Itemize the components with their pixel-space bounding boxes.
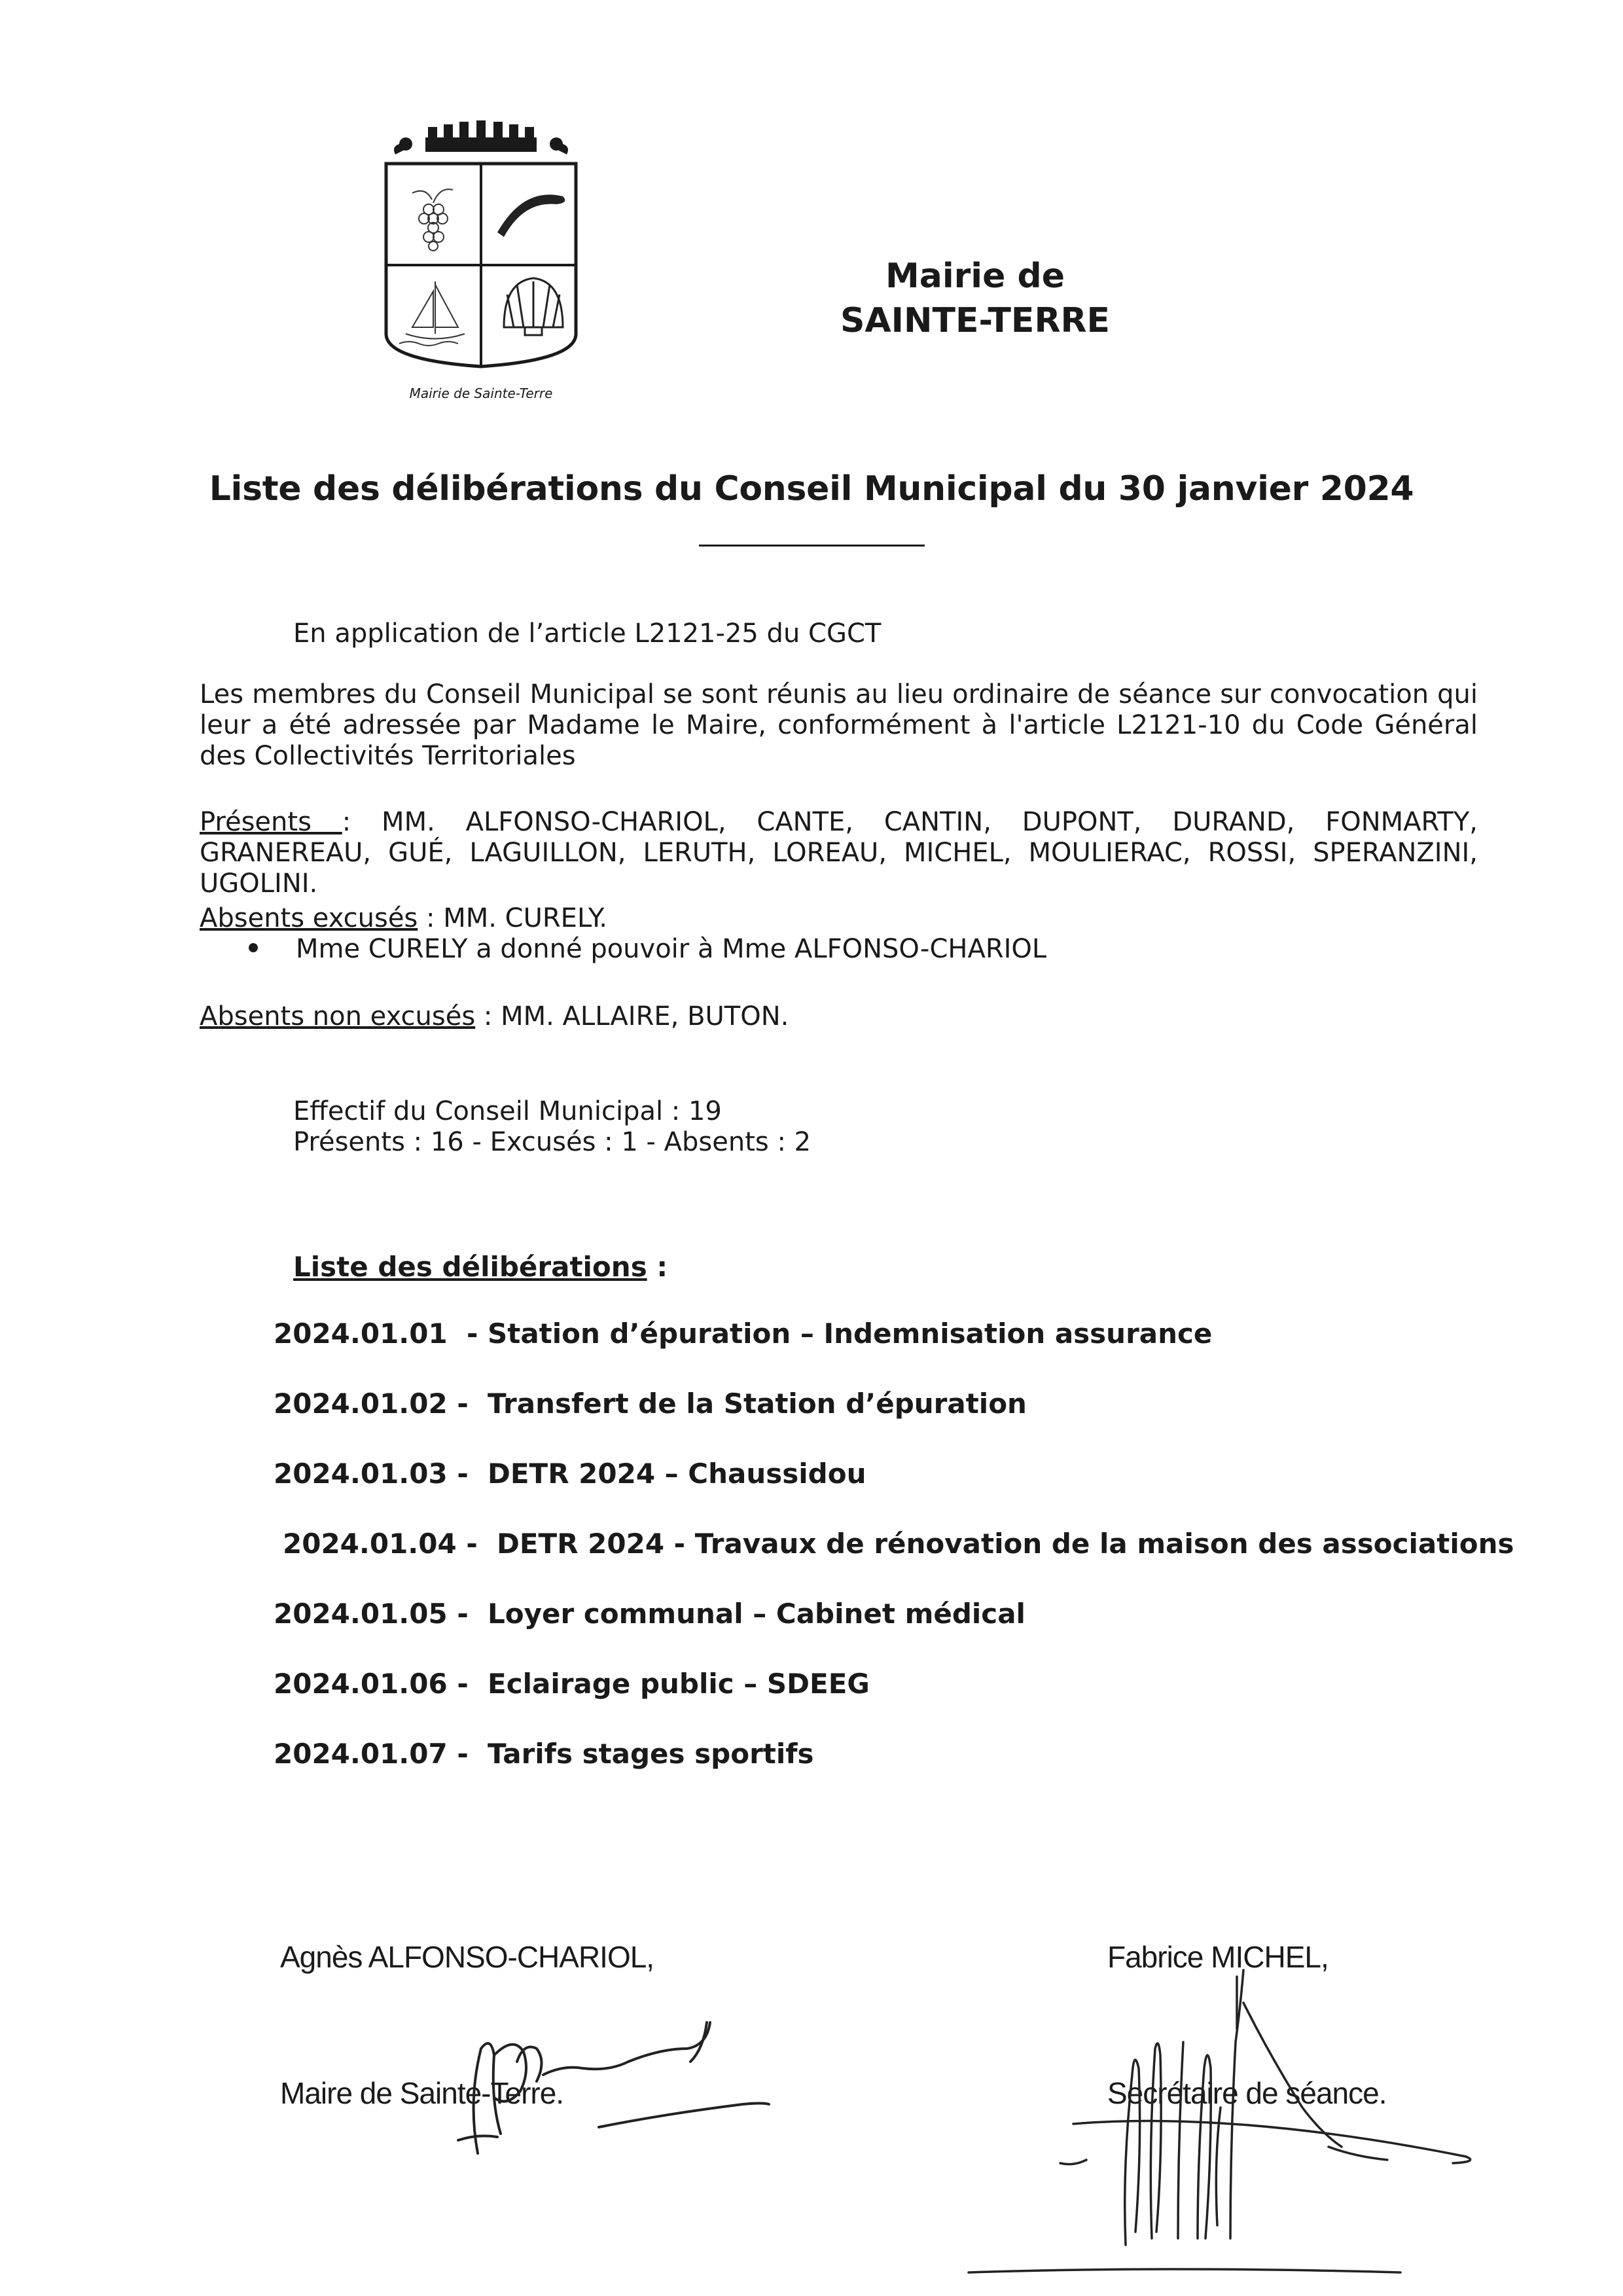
mayor-role: Maire de Sainte-Terre. <box>280 2076 564 2110</box>
secretary-role: Secrétaire de séance. <box>1107 2076 1387 2110</box>
deliberation-item: 2024.01.01 - Station d’épuration – Indemnisation assurance <box>274 1318 1213 1350</box>
deliberation-item: 2024.01.07 - Tarifs stages sportifs <box>274 1738 814 1770</box>
page-title: Liste des délibérations du Conseil Municipal du 30 janvier 2024 <box>209 469 1414 509</box>
absents-non-excuses-line <box>200 1001 1443 1032</box>
absents-non-excuses-list: : MM. ALLAIRE, BUTON. <box>475 1001 789 1031</box>
proxy-text: Mme CURELY a donné pouvoir à Mme ALFONSO-CHARIOL <box>296 934 1047 964</box>
presents-list: : MM. ALFONSO-CHARIOL, CANTE, CANTIN, DUPONT, DURAND, FONMARTY, GRANEREAU, GUÉ, LAGUILLON, LERUTH, LOREAU, MICHEL, MOULIERAC, ROSSI, SPERANZINI, UGOLINI. <box>200 807 1478 899</box>
secretary-name: Fabrice MICHEL, <box>1107 1940 1329 1974</box>
deliberation-item: 2024.01.02 - Transfert de la Station d’épuration <box>274 1388 1027 1420</box>
deliberations-heading-label: Liste des délibérations <box>293 1251 647 1283</box>
deliberation-item: 2024.01.05 - Loyer communal – Cabinet médical <box>274 1598 1026 1630</box>
coat-of-arms-logo <box>373 118 589 406</box>
effectif-line: Effectif du Conseil Municipal : 19 <box>293 1096 722 1126</box>
title-underline <box>699 545 925 547</box>
emblem-motto: Mairie de Sainte-Terre <box>409 386 553 401</box>
mairie-line-1: Mairie de <box>885 257 1065 296</box>
presents-paragraph <box>200 807 1478 899</box>
mairie-header <box>779 254 1171 343</box>
application-line: En application de l’article L2121-25 du CGCT <box>293 619 882 649</box>
deliberations-heading <box>293 1250 1275 1284</box>
absents-excuses-label: Absents excusés <box>200 903 418 933</box>
deliberation-item: 2024.01.04 - DETR 2024 - Travaux de rénovation de la maison des associations <box>283 1528 1514 1560</box>
deliberation-item: 2024.01.06 - Eclairage public – SDEEG <box>274 1668 870 1700</box>
convocation-paragraph: Les membres du Conseil Municipal se sont réunis au lieu ordinaire de séance sur convocation qui leur a été adressée par Madame le Maire, conformément à l'article L2121-10 du Code Général des Collectivités Territoriales <box>200 679 1478 771</box>
attendance-counts: Présents : 16 - Excusés : 1 - Absents : 2 <box>293 1127 812 1157</box>
presents-label: Présents <box>200 807 342 837</box>
bullet-icon <box>249 943 258 952</box>
deliberations-heading-suffix: : <box>647 1251 668 1283</box>
proxy-list-item <box>249 934 1427 965</box>
mairie-line-2: SAINTE-TERRE <box>840 301 1111 340</box>
secretary-signature <box>969 1970 1471 2272</box>
absents-excuses-line <box>200 903 1443 934</box>
deliberation-item: 2024.01.03 - DETR 2024 – Chaussidou <box>274 1458 866 1490</box>
absents-non-excuses-label: Absents non excusés <box>200 1001 476 1031</box>
mayor-name: Agnès ALFONSO-CHARIOL, <box>280 1940 654 1974</box>
absents-excuses-list: : MM. CURELY. <box>418 903 607 933</box>
